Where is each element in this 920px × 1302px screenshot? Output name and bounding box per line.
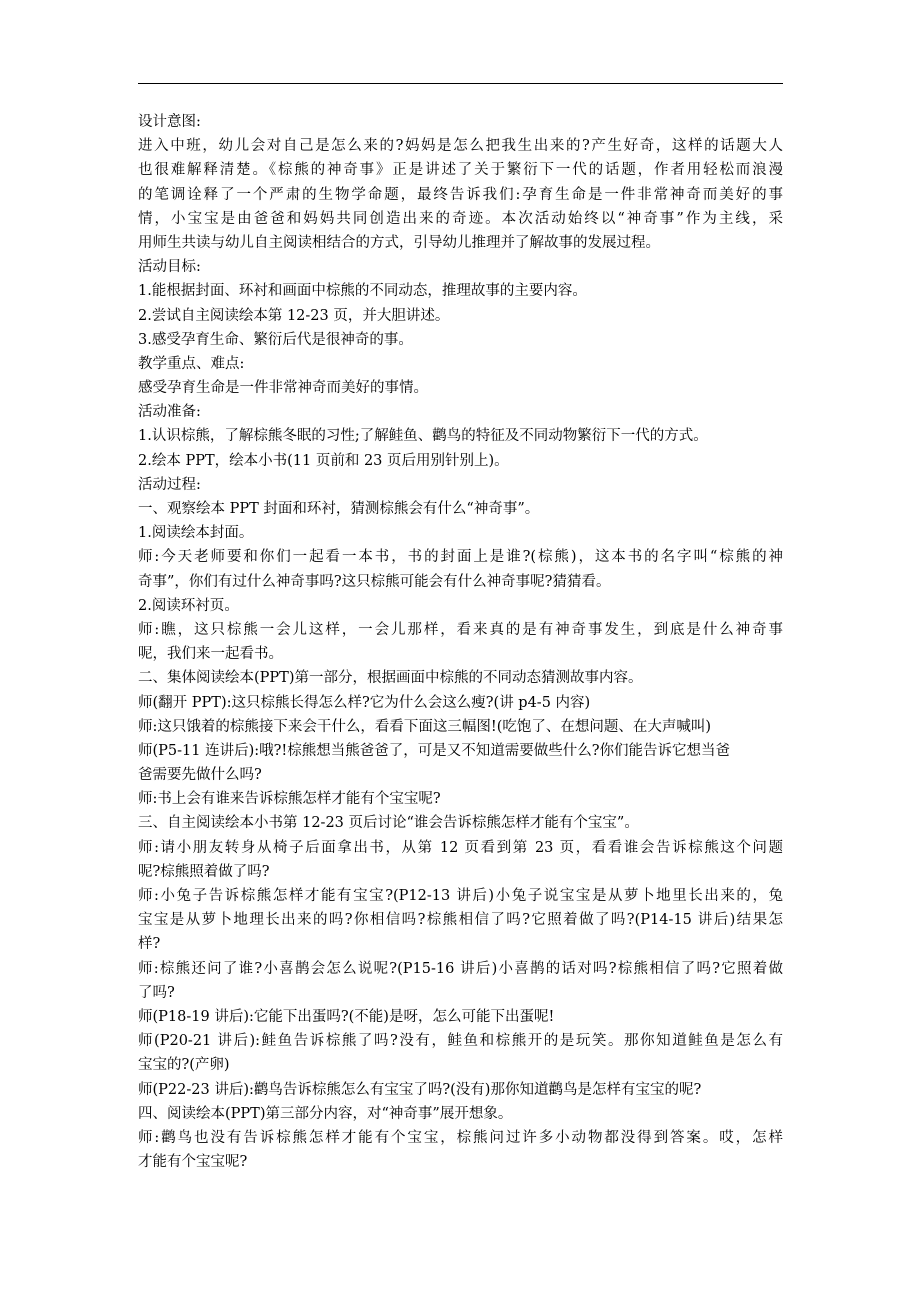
text-line: 样? [138,936,161,953]
text-line: 活动过程: [138,476,201,493]
text-line: 师:今天老师要和你们一起看一本书，书的封面上是谁?(棕熊)，这本书的名字叫“棕熊的神 [138,549,783,566]
text-line: 师:瞧，这只棕熊一会儿这样，一会儿那样，看来真的是有神奇事发生，到底是什么神奇事 [138,621,783,638]
text-line: 三、自主阅读绘本小书第 12-23 页后讨论“谁会告诉棕熊怎样才能有个宝宝”。 [138,815,639,832]
text-line: 宝宝的?(产卵) [138,1057,230,1074]
text-line: 才能有个宝宝呢? [138,1154,248,1171]
text-line: 感受孕育生命是一件非常神奇而美好的事情。 [138,380,428,397]
text-line: 1.能根据封面、环衬和画面中棕熊的不同动态，推理故事的主要内容。 [138,283,587,300]
text-line: 师(P22-23 讲后):鹳鸟告诉棕熊怎么有宝宝了吗?(没有)那你知道鹳鸟是怎样有宝宝的呢? [138,1081,702,1098]
text-line: 2.尝试自主阅读绘本第 12-23 页，并大胆讲述。 [138,307,450,324]
text-line: 进入中班，幼儿会对自己是怎么来的?妈妈是怎么把我生出来的?产生好奇，这样的话题大人 [138,138,783,155]
text-line: 四、阅读绘本(PPT)第三部分内容，对“神奇事”展开想象。 [138,1105,513,1122]
text-line: 用师生共读与幼儿自主阅读相结合的方式，引导幼儿推理并了解故事的发展过程。 [138,234,660,251]
text-line: 师:鹳鸟也没有告诉棕熊怎样才能有个宝宝，棕熊问过许多小动物都没得到答案。哎，怎样 [138,1129,783,1146]
text-line: 活动准备: [138,404,201,421]
text-line: 奇事”，你们有过什么神奇事吗?这只棕熊可能会有什么神奇事呢?猜猜看。 [138,573,611,590]
text-line: 宝宝是从萝卜地理长出来的吗?你相信吗?棕熊相信了吗?它照着做了吗?(P14-15 讲后)结果怎 [138,912,783,929]
text-line: 师:小兔子告诉棕熊怎样才能有宝宝?(P12-13 讲后)小兔子说宝宝是从萝卜地里长出来的，兔 [138,888,783,904]
text-line: 师(翻开 PPT):这只棕熊长得怎么样?它为什么会这么瘦?(讲 p4-5 内容) [138,694,591,711]
text-line: 3.感受孕育生命、繁衍后代是很神奇的事。 [138,331,413,348]
text-line: 师(P5-11 连讲后):哦?!棕熊想当熊爸爸了，可是又不知道需要做些什么?你们能告诉它想当爸 [138,742,731,759]
text-line: 师(P20-21 讲后):鲑鱼告诉棕熊了吗?没有，鲑鱼和棕熊开的是玩笑。那你知道鲑鱼是怎么有 [138,1033,783,1050]
text-line: 2.阅读环衬页。 [138,597,239,614]
text-line: 1.认识棕熊，了解棕熊冬眠的习性;了解鲑鱼、鹳鸟的特征及不同动物繁衍下一代的方式。 [138,428,708,445]
text-line: 呢?棕熊照着做了吗? [138,863,270,880]
text-line: 1.阅读绘本封面。 [138,525,254,542]
text-line: 师:棕熊还问了谁?小喜鹊会怎么说呢?(P15-16 讲后)小喜鹊的话对吗?棕熊相信了吗?它照着做 [138,960,783,977]
text-line: 活动目标: [138,259,201,276]
document-body [138,110,783,1174]
text-line: 二、集体阅读绘本(PPT)第一部分，根据画面中棕熊的不同动态猜测故事内容。 [138,670,643,687]
text-line: 情，小宝宝是由爸爸和妈妈共同创造出来的奇迹。本次活动始终以“神奇事”作为主线，采 [138,210,783,227]
text-line: 教学重点、难点: [138,355,245,372]
text-line: 师(P18-19 讲后):它能下出蛋吗?(不能)是呀，怎么可能下出蛋呢! [138,1008,555,1025]
header-rule [138,83,783,84]
text-line: 师:这只饿着的棕熊接下来会干什么，看看下面这三幅图!(吃饱了、在想问题、在大声喊叫) [138,718,712,735]
text-line: 也很难解释清楚。《棕熊的神奇事》正是讲述了关于繁衍下一代的话题，作者用轻松而浪漫 [138,162,783,179]
text-line: 师:请小朋友转身从椅子后面拿出书，从第 12 页看到第 23 页，看看谁会告诉棕熊这个问题 [138,839,783,856]
text-line: 2.绘本 PPT，绘本小书(11 页前和 23 页后用别针别上)。 [138,452,509,469]
text-line: 一、观察绘本 PPT 封面和环衬，猜测棕熊会有什么“神奇事”。 [138,501,540,517]
text-line: 了吗? [138,984,175,1001]
text-line: 的笔调诠释了一个严肃的生物学命题，最终告诉我们:孕育生命是一件非常神奇而美好的事 [138,186,783,203]
text-line: 呢，我们来一起看书。 [138,646,283,663]
text-line: 师:书上会有谁来告诉棕熊怎样才能有个宝宝呢? [138,791,441,808]
text-line: 爸需要先做什么吗? [138,767,262,784]
text-line: 设计意图: [138,114,201,130]
